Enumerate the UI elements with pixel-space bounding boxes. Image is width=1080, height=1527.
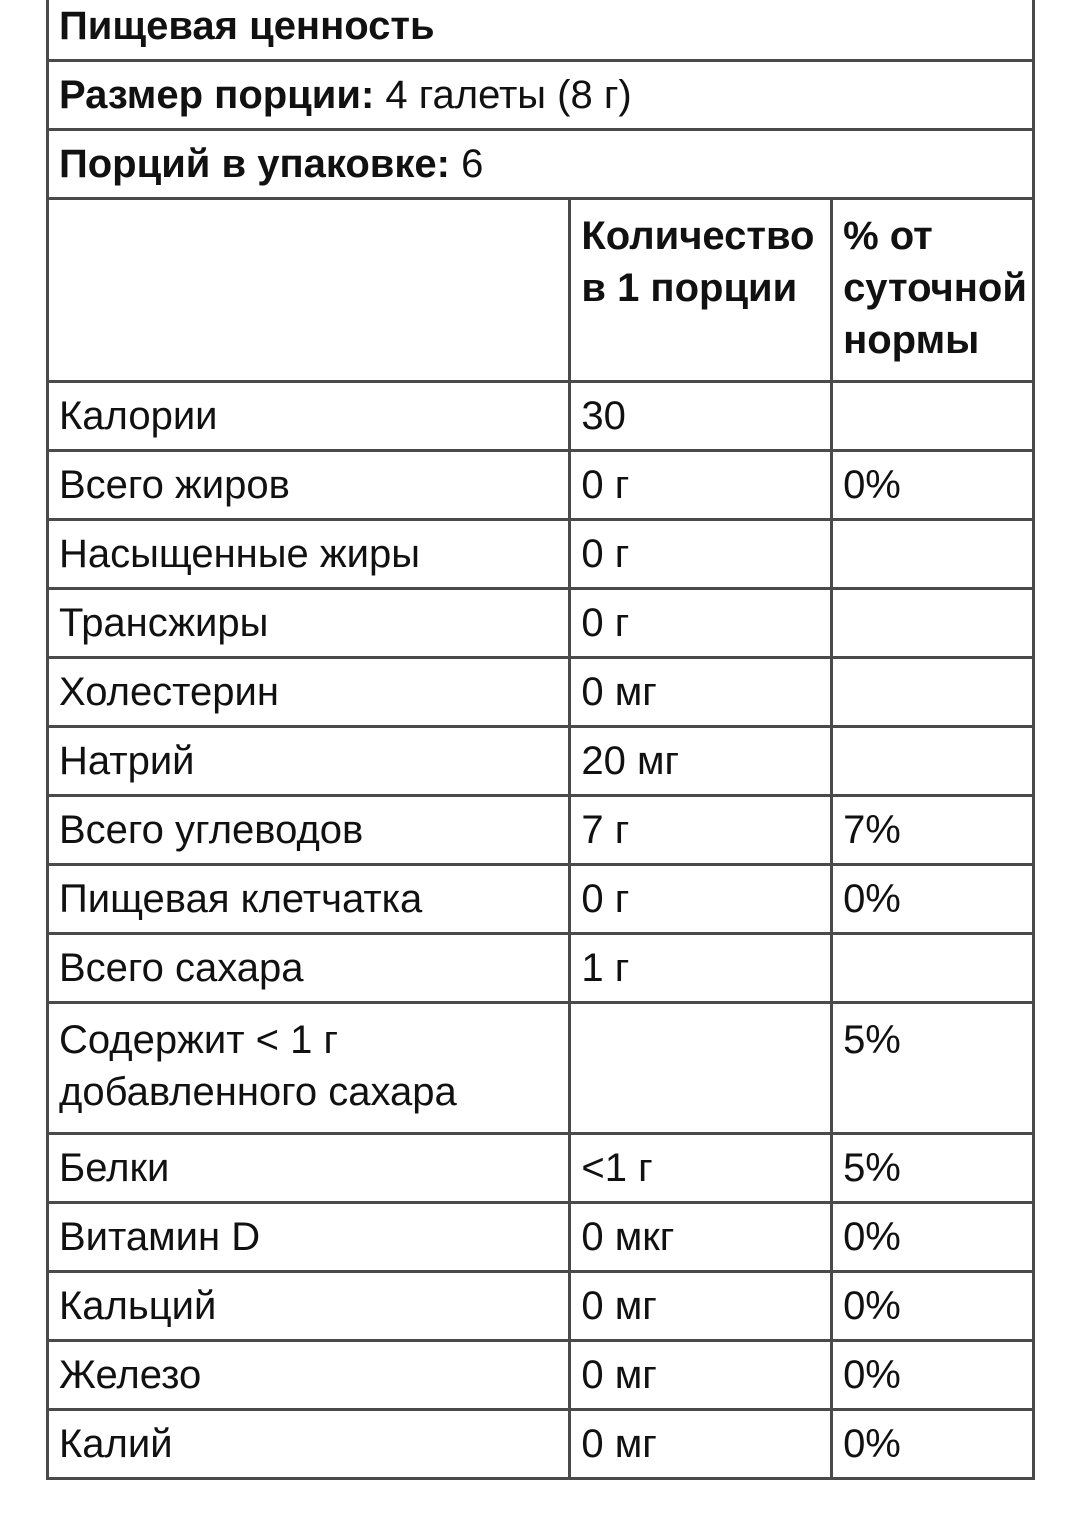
column-header-daily-value: % от суточной нормы [832,199,1034,382]
nutrient-daily-value [832,727,1034,796]
nutrient-name: Натрий [48,727,570,796]
table-row [48,1341,1034,1410]
table-row [48,1003,1034,1134]
nutrient-daily-value: 0% [832,1272,1034,1341]
table-row [48,727,1034,796]
nutrient-daily-value [832,520,1034,589]
nutrient-daily-value [832,658,1034,727]
nutrient-name: Калий [48,1410,570,1479]
nutrient-amount: <1 г [570,1134,832,1203]
nutrient-daily-value: 7% [832,796,1034,865]
table-row [48,1203,1034,1272]
table-row [48,796,1034,865]
nutrient-name: Холестерин [48,658,570,727]
nutrient-amount: 0 г [570,451,832,520]
nutrient-amount [570,1003,832,1134]
table-row [48,589,1034,658]
nutrient-daily-value [832,382,1034,451]
table-row [48,865,1034,934]
servings-per-package-label: Порций в упаковке: [59,142,450,186]
table-row [48,1410,1034,1479]
table-title: Пищевая ценность [48,0,1034,61]
nutrient-amount: 0 г [570,520,832,589]
nutrient-daily-value: 0% [832,451,1034,520]
nutrient-amount: 0 г [570,865,832,934]
serving-size-cell [48,61,1034,130]
servings-per-package-row [48,130,1034,199]
nutrient-amount: 0 мг [570,1272,832,1341]
nutrient-daily-value: 5% [832,1134,1034,1203]
nutrient-amount: 7 г [570,796,832,865]
title-row [48,0,1034,61]
column-header-row [48,199,1034,382]
nutrient-daily-value: 0% [832,1410,1034,1479]
nutrient-amount: 0 мг [570,1410,832,1479]
nutrient-daily-value: 5% [832,1003,1034,1134]
column-header-name [48,199,570,382]
nutrition-facts-table [46,0,1035,1480]
nutrient-name: Витамин D [48,1203,570,1272]
table-row [48,1134,1034,1203]
nutrient-name: Всего сахара [48,934,570,1003]
nutrient-amount: 0 мг [570,1341,832,1410]
table-row [48,451,1034,520]
nutrient-name: Насыщенные жиры [48,520,570,589]
nutrient-name: Железо [48,1341,570,1410]
servings-per-package-value: 6 [461,142,484,186]
column-header-amount: Количество в 1 порции [570,199,832,382]
servings-per-package-cell [48,130,1034,199]
table-row [48,1272,1034,1341]
nutrient-amount: 0 г [570,589,832,658]
nutrient-amount: 0 мкг [570,1203,832,1272]
nutrient-amount: 0 мг [570,658,832,727]
nutrient-daily-value: 0% [832,1203,1034,1272]
table-row [48,934,1034,1003]
nutrient-daily-value [832,589,1034,658]
nutrient-name: Всего жиров [48,451,570,520]
nutrient-amount: 20 мг [570,727,832,796]
nutrient-name: Всего углеводов [48,796,570,865]
serving-size-value: 4 галеты (8 г) [385,73,632,117]
nutrient-name: Белки [48,1134,570,1203]
nutrient-name: Трансжиры [48,589,570,658]
nutrient-name: Кальций [48,1272,570,1341]
nutrient-daily-value [832,934,1034,1003]
nutrient-daily-value: 0% [832,1341,1034,1410]
nutrient-rows [48,382,1034,1479]
table-row [48,382,1034,451]
nutrient-amount: 30 [570,382,832,451]
nutrient-amount: 1 г [570,934,832,1003]
table-row [48,520,1034,589]
table-row [48,658,1034,727]
nutrient-name: Пищевая клетчатка [48,865,570,934]
nutrient-daily-value: 0% [832,865,1034,934]
serving-size-label: Размер порции: [59,73,375,117]
serving-size-row [48,61,1034,130]
nutrient-name: Калории [48,382,570,451]
nutrient-name: Содержит < 1 г добавленного сахара [48,1003,570,1134]
